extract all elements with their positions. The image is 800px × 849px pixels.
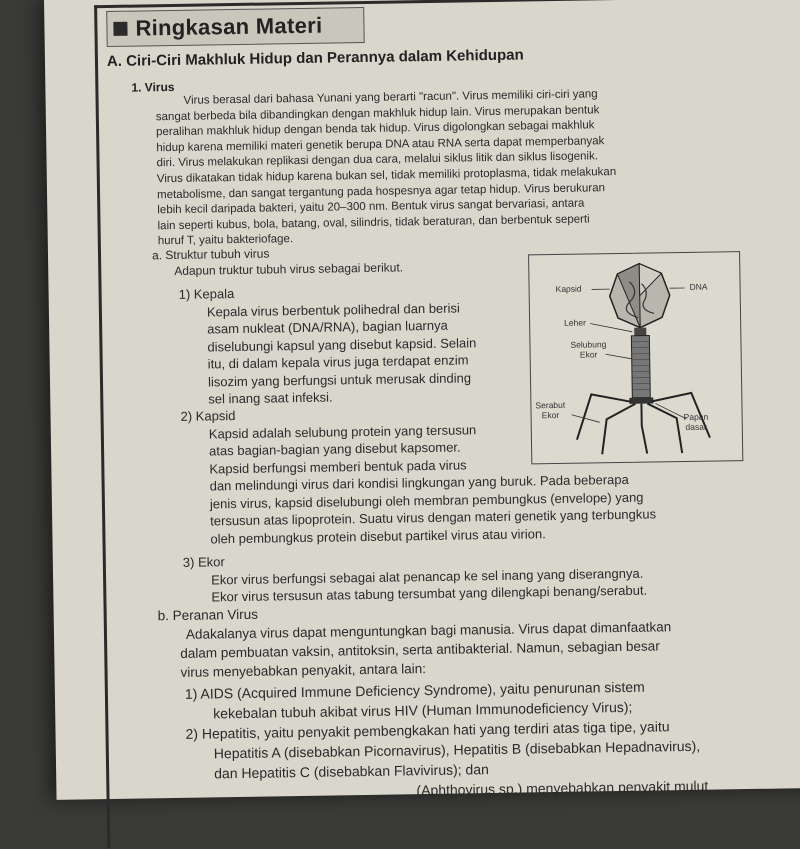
text-line: tersusun atas lipoprotein. Suatu virus dengan materi genetik yang terbungkus bbox=[182, 505, 656, 530]
label-line: Ekor bbox=[536, 410, 566, 420]
label-leher: Leher bbox=[564, 319, 586, 329]
text-line: itu, di dalam kepala virus juga terdapat enzim bbox=[180, 351, 477, 373]
struktur-intro: Adapun truktur tubuh virus sebagai berikut. bbox=[152, 260, 403, 279]
label-line: Papan bbox=[684, 413, 709, 423]
text-line: Virus dikatakan tidak hidup karena bukan sel, tidak memiliki protoplasma, tidak melakukan bbox=[157, 165, 617, 188]
text-line: hidup karena memiliki materi genetik berupa DNA atau RNA serta dapat memperbanyak bbox=[156, 134, 616, 157]
text-line: oleh pembungkus protein disebut partikel virus atau virion. bbox=[182, 523, 656, 548]
text-line: lebih kecil daripada bakteri, yaitu 20–300 nm. Bentuk virus sangat bervariasi, antara bbox=[157, 196, 617, 219]
label-line: Selubung bbox=[570, 340, 606, 350]
text-line: asam nukleat (DNA/RNA), bagian luarnya bbox=[179, 316, 476, 338]
label-papan-dasar bbox=[684, 413, 709, 432]
text-line: metabolisme, dan sangat tergantung pada hospesnya agar tetap hidup. Virus berukuran bbox=[157, 181, 617, 204]
text-line: Adakalanya virus dapat menguntungkan bagi manusia. Virus dapat dimanfaatkan bbox=[158, 617, 672, 644]
text-line: kekebalan tubuh akibat virus HIV (Human Immunodeficiency Virus); bbox=[185, 696, 707, 724]
text-line: dan Hepatitis C (disebabkan Flavivirus); dan bbox=[186, 756, 708, 784]
text-line: Hepatitis A (disebabkan Picornavirus), Hepatitis B (disebabkan Hepadnavirus), bbox=[186, 736, 708, 764]
label-serabut-ekor bbox=[535, 401, 565, 420]
book-page bbox=[44, 0, 800, 800]
label-kapsid: Kapsid bbox=[556, 285, 582, 295]
text-line: dalam pembuatan vaksin, antitoksin, serta antibakterial. Namun, sebagian besar bbox=[158, 636, 672, 663]
list-item: 2) Hepatitis, yaitu penyakit pembengkakan hati yang terdiri atas tiga tipe, yaitu bbox=[185, 716, 707, 744]
label-line: Ekor bbox=[571, 350, 607, 360]
text-line: sangat berbeda bila dibandingkan dengan makhluk hidup lain. Virus merupakan bentuk bbox=[156, 103, 616, 126]
text-line: dan melindungi virus dari kondisi lingkungan yang buruk. Pada beberapa bbox=[182, 470, 656, 495]
text-line: atas bagian-bagian yang disebut kapsomer. bbox=[181, 435, 655, 460]
text-line: Kapsid berfungsi memberi bentuk pada virus bbox=[181, 453, 655, 478]
bacteriophage-figure bbox=[528, 251, 743, 464]
list-item: 1) AIDS (Acquired Immune Deficiency Syndrome), yaitu penurunan sistem bbox=[185, 676, 707, 704]
square-bullet-icon bbox=[113, 22, 127, 36]
text-line: diri. Virus melakukan replikasi dengan dua cara, melalui siklus litik dan siklus lisogenik. bbox=[156, 149, 616, 172]
banner-title: Ringkasan Materi bbox=[135, 13, 322, 42]
text-line: Kepala virus berbentuk polihedral dan berisi bbox=[179, 299, 476, 321]
text-line: (Aphthovirus sp.) menyebabkan penyakit mulut bbox=[186, 776, 708, 804]
section-heading: A. Ciri-Ciri Makhluk Hidup dan Perannya dalam Kehidupan bbox=[107, 46, 524, 70]
text-line: jenis virus, kapsid diselubungi oleh membran pembungkus (envelope) yang bbox=[182, 488, 656, 513]
collar-shape bbox=[634, 328, 646, 336]
peranan-heading: b. Peranan Virus bbox=[158, 598, 672, 625]
label-selubung-ekor bbox=[570, 340, 606, 360]
virus-intro-paragraph bbox=[155, 87, 617, 250]
text-line: lisozim yang berfungsi untuk merusak dinding bbox=[180, 369, 477, 391]
tail-sheath-shape bbox=[631, 336, 650, 398]
base-plate-shape bbox=[629, 397, 653, 403]
kapsid-heading: 2) Kapsid bbox=[180, 400, 654, 425]
text-line: Kapsid adalah selubung protein yang tersusun bbox=[181, 418, 655, 443]
disease-list bbox=[185, 676, 709, 804]
struktur-heading: a. Struktur tubuh virus bbox=[152, 244, 403, 263]
text-line: Virus berasal dari bahasa Yunani yang berarti "racun". Virus memiliki ciri-ciri yang bbox=[155, 87, 615, 110]
text-line: peralihan makhluk hidup dengan benda tak hidup. Virus digolongkan sebagai makhluk bbox=[156, 118, 616, 141]
label-line: Serabut bbox=[535, 401, 565, 411]
label-line: dasar bbox=[684, 422, 709, 432]
ekor-heading: 3) Ekor bbox=[183, 547, 647, 572]
struktur-section bbox=[152, 244, 403, 279]
ekor-item bbox=[183, 547, 648, 607]
text-line: virus menyebabkan penyakit, antara lain: bbox=[158, 655, 672, 682]
label-dna: DNA bbox=[690, 283, 708, 293]
text-line: Ekor virus tersusun atas tabung tersumbat yang dilengkapi benang/serabut. bbox=[183, 582, 647, 607]
kepala-heading: 1) Kepala bbox=[179, 281, 476, 303]
virus-heading: 1. Virus bbox=[131, 80, 174, 95]
peranan-section bbox=[158, 598, 672, 682]
kepala-item bbox=[179, 281, 478, 408]
text-line: Ekor virus berfungsi sebagai alat penancap ke sel inang yang diserangnya. bbox=[183, 564, 647, 589]
text-line: lain seperti kubus, bola, batang, oval, silindris, tidak beraturan, dan berbentuk seperti bbox=[157, 212, 617, 235]
text-line: sel inang saat infeksi. bbox=[180, 386, 477, 408]
text-line: diselubungi kapsul yang disebut kapsid. Selain bbox=[179, 334, 476, 356]
text-line: huruf T, yaitu bakteriofage. bbox=[158, 227, 618, 250]
summary-banner bbox=[106, 7, 365, 47]
